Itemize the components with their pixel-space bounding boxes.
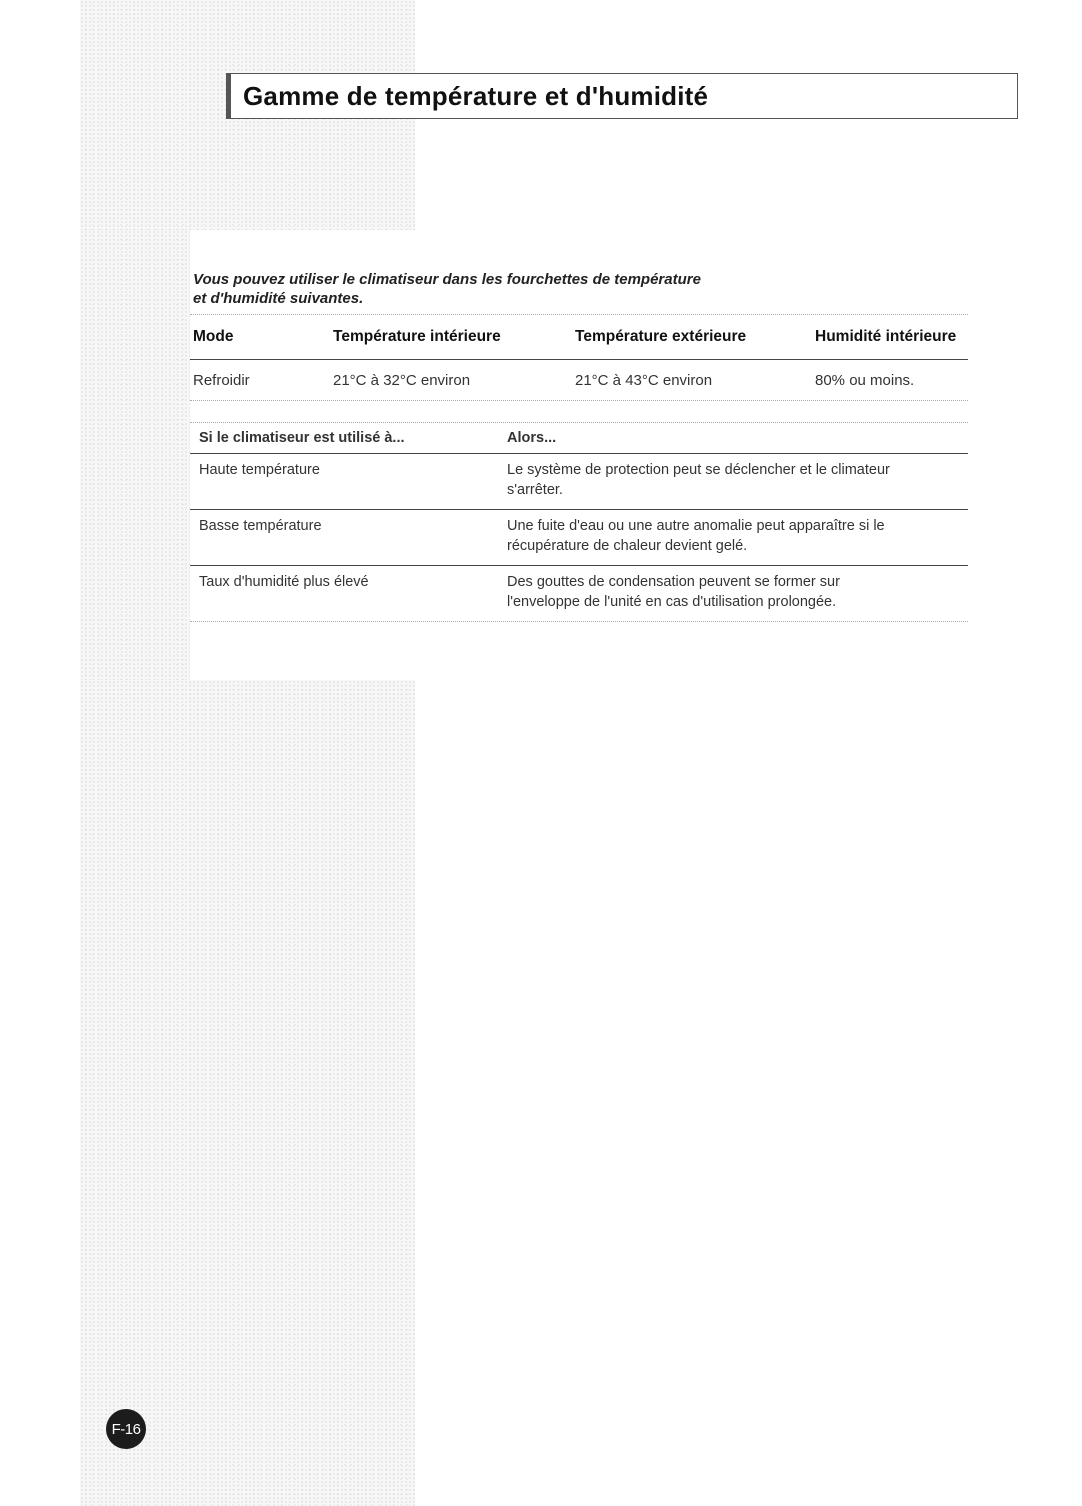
header-condition: Si le climatiseur est utilisé à... — [199, 430, 405, 446]
intro-text — [193, 270, 833, 308]
cell-indoor-temp: 21°C à 32°C environ — [333, 371, 471, 389]
intro-line-2: et d'humidité suivantes. — [193, 290, 364, 307]
cell-condition: Taux d'humidité plus élevé — [199, 574, 369, 590]
header-mode: Mode — [193, 328, 234, 345]
conditions-table-header — [190, 422, 968, 454]
header-result: Alors... — [507, 430, 557, 446]
cell-result-line: Une fuite d'eau ou une autre anomalie peut apparaître si le — [507, 518, 885, 534]
header-indoor-temp: Température intérieure — [333, 328, 501, 345]
range-table — [190, 314, 968, 401]
cell-outdoor-temp: 21°C à 43°C environ — [575, 371, 713, 389]
cell-mode: Refroidir — [193, 371, 250, 389]
conditions-table — [190, 422, 968, 622]
cell-result-line: Le système de protection peut se déclencher et le climateur — [507, 462, 890, 478]
cell-result — [507, 516, 957, 556]
cell-result-line: l'enveloppe de l'unité en cas d'utilisation prolongée. — [507, 594, 837, 610]
page-number-badge: F-16 — [106, 1409, 146, 1449]
cell-result-line: Des gouttes de condensation peuvent se former sur — [507, 574, 840, 590]
table-row — [190, 360, 968, 401]
intro-line-1: Vous pouvez utiliser le climatiseur dans les fourchettes de température — [193, 271, 701, 288]
cell-indoor-humidity: 80% ou moins. — [815, 371, 915, 389]
header-indoor-humidity: Humidité intérieure — [815, 328, 957, 345]
page-title: Gamme de température et d'humidité — [243, 81, 709, 111]
cell-result — [507, 572, 957, 612]
background-texture-bottom — [80, 680, 415, 1506]
title-box — [226, 73, 1018, 119]
cell-result-line: récupérature de chaleur devient gelé. — [507, 538, 748, 554]
table-row — [190, 566, 968, 622]
range-table-header — [190, 314, 968, 360]
background-texture-left — [80, 230, 190, 680]
cell-condition: Basse température — [199, 518, 322, 534]
header-outdoor-temp: Température extérieure — [575, 328, 747, 345]
table-row — [190, 510, 968, 566]
cell-condition: Haute température — [199, 462, 320, 478]
table-row — [190, 454, 968, 510]
cell-result-line: s'arrêter. — [507, 482, 563, 498]
cell-result — [507, 460, 957, 500]
